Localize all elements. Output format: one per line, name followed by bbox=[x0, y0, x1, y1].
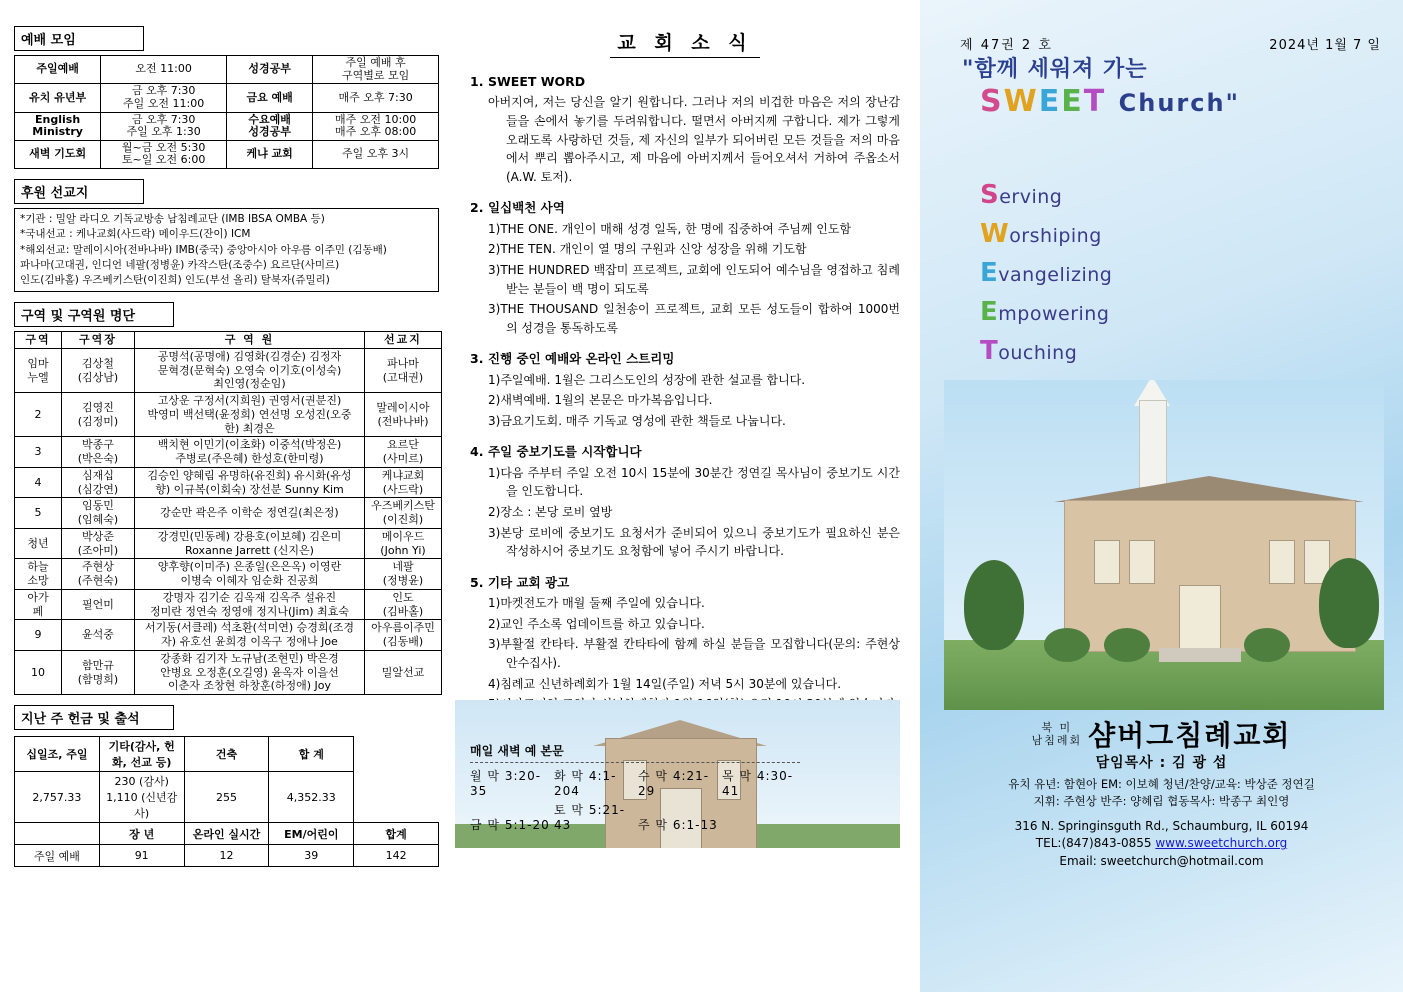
district-number: 10 bbox=[15, 650, 62, 694]
offering-value-row bbox=[15, 772, 439, 823]
worship-label-2: 금요 예배 bbox=[226, 84, 312, 112]
table-row bbox=[15, 650, 442, 694]
daily-reading-cell: 금 막 5:1-20 bbox=[470, 818, 550, 832]
worship-label: 새벽 기도회 bbox=[15, 140, 101, 168]
staff-line-2: 지휘: 주현상 반주: 양혜림 협동목사: 박종구 최인영 bbox=[1033, 794, 1290, 809]
worship-label-2: 성경공부 bbox=[226, 56, 312, 84]
daily-reading-row bbox=[470, 801, 820, 833]
news-item-body bbox=[470, 371, 900, 431]
daily-reading-box bbox=[470, 742, 820, 836]
denomination-line bbox=[1032, 721, 1083, 747]
district-mission-field: 메이우드 (John Yi) bbox=[365, 528, 442, 559]
missionary-support-box bbox=[14, 208, 439, 292]
denomination-line-2: 남침례회 bbox=[1031, 734, 1083, 747]
district-members: 서기동(서클레) 석초환(석미연) 승경희(조경 자) 유호선 윤희경 이옥구 정애나 Joe bbox=[135, 620, 365, 651]
news-item-paragraph: 1)다음 주부터 주일 오전 10시 15분에 30분간 정연길 목사님이 중보기도 시간을 인도합니다. bbox=[488, 465, 900, 499]
attendance-value-cell: 39 bbox=[269, 845, 354, 867]
news-item-paragraph: 3)금요기도회. 매주 기독교 영성에 관한 책들로 나눕니다. bbox=[488, 413, 786, 428]
district-number: 아가 페 bbox=[15, 589, 62, 620]
logo-letter-w: W bbox=[1003, 84, 1039, 119]
offering-value-cell: 230 (감사) 1,110 (신년감사) bbox=[99, 772, 184, 823]
attendance-header-cell: EM/어린이 bbox=[269, 823, 354, 845]
news-title: 교 회 소 식 bbox=[617, 32, 753, 54]
news-item-paragraph: 3)THE THOUSAND 일천송이 프로젝트, 교회 모든 성도들이 합하여 1000번의 성경을 통독하도록 bbox=[488, 302, 900, 335]
daily-divider bbox=[470, 762, 800, 763]
worship-label-2: 케냐 교회 bbox=[226, 140, 312, 168]
district-mission-field: 요르단 (사미르) bbox=[365, 437, 442, 468]
table-row bbox=[15, 589, 442, 620]
district-mission-field: 케냐교회 (사드락) bbox=[365, 467, 442, 498]
missionary-line: *해외선교: 말레이시아(전바나바) IMB(중국) 중앙아시아 아우름 이주민 (김동배) bbox=[20, 243, 387, 256]
district-members: 백치현 이민기(이초화) 이중석(박정은) 주병로(주은혜) 한성호(한미령) bbox=[135, 437, 365, 468]
table-row bbox=[15, 620, 442, 651]
sweet-acrostic-line bbox=[980, 336, 1112, 366]
news-item-paragraph: 2)장소 : 본당 로비 옆방 bbox=[488, 505, 613, 519]
church-email: Email: sweetchurch@hotmail.com bbox=[1059, 853, 1264, 868]
news-item-paragraph: 2)THE TEN. 개인이 열 명의 구원과 신앙 성장을 위해 기도함 bbox=[488, 242, 807, 257]
offering-value-cell: 255 bbox=[184, 772, 269, 823]
table-row bbox=[15, 559, 442, 590]
district-leader: 필언미 bbox=[62, 589, 135, 620]
church-photo-large bbox=[944, 380, 1384, 710]
district-number: 하늘 소망 bbox=[15, 559, 62, 590]
acrostic-word: ouching bbox=[998, 342, 1078, 364]
worship-time: 월~금 오전 5:30 토~일 오전 6:00 bbox=[101, 140, 227, 168]
logo-letter-e2: E bbox=[1061, 84, 1084, 119]
district-number: 3 bbox=[15, 437, 62, 468]
news-item-heading: 1. SWEET WORD bbox=[470, 74, 586, 89]
district-members: 김승인 양혜림 유명하(유진희) 유시화(유성 향) 이규복(이회숙) 장선분 Sunny Kim bbox=[135, 467, 365, 498]
worship-section-title: 예배 모임 bbox=[14, 26, 144, 51]
worship-schedule-row bbox=[15, 56, 439, 84]
district-number: 임마 누엘 bbox=[15, 348, 62, 392]
acrostic-word: mpowering bbox=[998, 303, 1110, 325]
church-address: 316 N. Springinsguth Rd., Schaumburg, IL 60194 bbox=[1014, 819, 1309, 833]
offering-header-cell: 십일조, 주일 bbox=[15, 737, 100, 772]
missionary-section-title: 후원 선교지 bbox=[14, 179, 144, 204]
missionary-line: 파나마(고대권, 인디언 네팔(정병윤) 카작스탄(조중수) 요르단(사미르) bbox=[20, 258, 340, 271]
district-members: 고상운 구정서(지희원) 권영서(권분진) 박영미 백선택(윤정희) 연선명 오성진(오중 한) 최경은 bbox=[135, 393, 365, 437]
attendance-value-row bbox=[15, 845, 439, 867]
church-name: 샴버그침례교회 bbox=[1088, 719, 1292, 752]
worship-schedule-table bbox=[14, 55, 439, 169]
daily-reading-cell: 주 막 6:1-13 bbox=[638, 818, 718, 832]
district-mission-field: 아우름이주민 (김동배) bbox=[365, 620, 442, 651]
title-rule bbox=[610, 57, 760, 58]
district-members: 양후향(이미주) 은종일(은은옥) 이영란 이병숙 이혜자 임순화 진공희 bbox=[135, 559, 365, 590]
offering-table bbox=[14, 736, 439, 867]
district-mission-field: 말레이시아 (전바나바) bbox=[365, 393, 442, 437]
district-members: 강종화 김기자 노규남(조현민) 박은경 안병요 오정훈(오길영) 윤옥자 이을선 이춘자 조창현 하창훈(하정애) Joy bbox=[135, 650, 365, 694]
district-header-cell: 구 역 원 bbox=[135, 332, 365, 349]
district-number: 9 bbox=[15, 620, 62, 651]
news-item-heading: 2. 일십백천 사역 bbox=[470, 200, 565, 216]
news-item-paragraph: 3)부활절 칸타타. 부활절 칸타타에 함께 하실 분들을 모집합니다(문의: 주현상 안수집사). bbox=[488, 637, 900, 670]
table-row bbox=[15, 348, 442, 392]
news-item-body bbox=[470, 220, 900, 338]
worship-time-2: 주일 오후 3시 bbox=[313, 140, 439, 168]
attendance-header-cell bbox=[15, 823, 100, 845]
offering-header-cell: 기타(감사, 헌화, 선교 등) bbox=[99, 737, 184, 772]
district-leader: 김상철 (김상남) bbox=[62, 348, 135, 392]
table-row bbox=[15, 528, 442, 559]
news-item-heading: 5. 기타 교회 광고 bbox=[470, 574, 570, 590]
news-item-body bbox=[470, 93, 900, 186]
worship-schedule-row bbox=[15, 112, 439, 140]
offering-header-cell: 합 계 bbox=[269, 737, 354, 772]
district-members: 강순만 곽은주 이학순 정연길(최은정) bbox=[135, 498, 365, 529]
daily-reading-title: 매일 새벽 예 본문 bbox=[470, 744, 564, 758]
acrostic-word: orshiping bbox=[1009, 225, 1102, 247]
left-column bbox=[14, 26, 439, 867]
news-item-paragraph: 1)THE ONE. 개인이 매해 성경 일독, 한 명에 집중하여 주님께 인도함 bbox=[488, 221, 852, 236]
news-item-paragraph: 1)마켓전도가 매월 둘째 주일에 있습니다. bbox=[488, 596, 705, 611]
district-number: 5 bbox=[15, 498, 62, 529]
sweet-acrostic-line bbox=[980, 180, 1112, 210]
news-item-paragraph: 아버지여, 저는 당신을 알기 원합니다. 그러나 저의 비겁한 마음은 저의 장난감들을 손에서 놓기를 두려워합니다. 떨면서 아버지께 구합니다. 제가 그렇게 오래도록 사랑하던 것들, 제 자신의 일부가 되어버린 모든 것들을 저의 마음에서 뿌리 뽑아주시고, 제 마음에 아버지께서 들어오셔서 거하여 주옵소서(A.W. 토저). bbox=[488, 95, 900, 184]
acrostic-word: erving bbox=[999, 186, 1063, 208]
missionary-line: *기관 : 밀알 라디오 기독교방송 남침례교단 (IMB IBSA OMBA 등) bbox=[20, 213, 325, 226]
missionary-line: 인도(김바홀) 우즈베키스탄(이진희) 인도(부선 올리) 탈북자(쥬밀리) bbox=[20, 274, 330, 286]
daily-reading-cell: 수 막 4:21-29 bbox=[638, 769, 710, 798]
news-item-body bbox=[470, 464, 900, 561]
worship-schedule-row bbox=[15, 84, 439, 112]
sweet-acrostic-list bbox=[980, 180, 1112, 375]
table-row bbox=[15, 393, 442, 437]
staff-block bbox=[920, 776, 1403, 811]
senior-pastor: 담임목사 : 김 광 섭 bbox=[1095, 755, 1228, 771]
attendance-header-row bbox=[15, 823, 439, 845]
daily-reading-row bbox=[470, 767, 820, 798]
district-member-table bbox=[14, 331, 442, 695]
district-mission-field: 인도 (김바홀) bbox=[365, 589, 442, 620]
attendance-value-cell: 12 bbox=[184, 845, 269, 867]
news-item-paragraph: 2)새벽예배. 1월의 본문은 마가복음입니다. bbox=[488, 393, 713, 408]
news-item-list bbox=[470, 72, 900, 734]
acrostic-capital: T bbox=[980, 336, 999, 366]
daily-reading-cell: 목 막 4:30-41 bbox=[722, 769, 794, 798]
church-slogan: "함께 세워져 가는 bbox=[962, 57, 1148, 82]
offering-value-cell: 2,757.33 bbox=[15, 772, 100, 823]
sweet-acrostic-line bbox=[980, 297, 1112, 327]
news-item bbox=[470, 349, 900, 430]
offering-value-cell: 4,352.33 bbox=[269, 772, 354, 823]
news-item-paragraph: 1)주일예배. 1월은 그리스도인의 성장에 관한 설교를 합니다. bbox=[488, 372, 806, 387]
district-members: 강명자 김기순 김옥재 김옥주 설유진 정미란 정연숙 정영애 정지나(Jim) 최효숙 bbox=[135, 589, 365, 620]
attendance-value-cell: 142 bbox=[354, 845, 439, 867]
district-mission-field: 밀알선교 bbox=[365, 650, 442, 694]
acrostic-capital: E bbox=[980, 297, 999, 327]
offering-header-row bbox=[15, 737, 439, 772]
daily-reading-cell: 월 막 3:20-35 bbox=[470, 769, 542, 798]
daily-reading-cell: 토 막 5:21-43 bbox=[554, 803, 626, 832]
acrostic-capital: S bbox=[980, 180, 1000, 210]
news-item-paragraph: 3)THE HUNDRED 백잡미 프로젝트, 교회에 인도되어 예수님을 영접하고 침례 받는 분들이 백 명이 되도록 bbox=[488, 262, 900, 296]
district-leader: 주현상 (주현숙) bbox=[62, 559, 135, 590]
church-website-link[interactable]: www.sweetchurch.org bbox=[1155, 836, 1288, 851]
issue-date: 2024년 1월 7 일 bbox=[1269, 38, 1381, 53]
district-header-cell: 선교지 bbox=[365, 332, 442, 349]
staff-line-1: 유치 유년: 함현아 EM: 이보혜 청년/찬양/교육: 박상준 정연길 bbox=[1008, 777, 1315, 791]
district-number: 2 bbox=[15, 393, 62, 437]
district-mission-field: 우즈베키스탄 (이진희) bbox=[365, 498, 442, 529]
attendance-header-cell: 장 년 bbox=[99, 823, 184, 845]
news-item-paragraph: 2)교인 주소록 업데이트를 하고 있습니다. bbox=[488, 616, 705, 631]
news-item bbox=[470, 198, 900, 337]
district-header-row bbox=[15, 332, 442, 349]
church-phone: TEL:(847)843-0855 bbox=[1035, 836, 1152, 851]
daily-reading-cell: 화 막 4:1-204 bbox=[554, 769, 617, 798]
table-row bbox=[15, 498, 442, 529]
table-row bbox=[15, 467, 442, 498]
attendance-value-cell: 주일 예배 bbox=[15, 845, 100, 867]
district-members: 강경민(민동례) 강용호(이보혜) 김은미 Roxanne Jarrett (신지은) bbox=[135, 528, 365, 559]
logo-suffix: Church" bbox=[1118, 89, 1241, 117]
table-row bbox=[15, 437, 442, 468]
district-mission-field: 파나마 (고대권) bbox=[365, 348, 442, 392]
logo-letter-e1: E bbox=[1038, 84, 1062, 119]
district-header-cell: 구역장 bbox=[62, 332, 135, 349]
volume-number: 제 47권 2 호 bbox=[960, 38, 1053, 53]
district-leader: 임동민 (임혜숙) bbox=[62, 498, 135, 529]
attendance-header-cell: 온라인 실시간 bbox=[184, 823, 269, 845]
district-leader: 김영진 (김정미) bbox=[62, 393, 135, 437]
offering-section-title: 지난 주 헌금 및 출석 bbox=[14, 705, 174, 730]
news-column bbox=[470, 22, 900, 746]
district-members: 공명석(공명애) 김영화(김경순) 김정자 문혁경(문혁숙) 오영숙 이기호(이성숙) 최인영(정순임) bbox=[135, 348, 365, 392]
cover-column bbox=[920, 0, 1403, 992]
news-item-paragraph: 4)침례교 신년하례회가 1월 14일(주일) 저녁 5시 30분에 있습니다. bbox=[488, 676, 842, 691]
offering-header-cell: 건축 bbox=[184, 737, 269, 772]
church-name-block bbox=[920, 714, 1403, 754]
district-leader: 윤석중 bbox=[62, 620, 135, 651]
acrostic-capital: E bbox=[980, 258, 999, 288]
district-leader: 심재십 (심강연) bbox=[62, 467, 135, 498]
contact-block bbox=[920, 818, 1403, 870]
denomination-line-1: 북 미 bbox=[1041, 720, 1073, 734]
worship-time: 금 오후 7:30 주일 오전 11:00 bbox=[101, 84, 227, 112]
worship-label: 주일예배 bbox=[15, 56, 101, 84]
worship-time-2: 주일 예배 후 구역별로 모임 bbox=[313, 56, 439, 84]
worship-time: 오전 11:00 bbox=[101, 56, 227, 84]
logo-letter-s: S bbox=[980, 84, 1004, 119]
worship-time-2: 매주 오후 7:30 bbox=[313, 84, 439, 112]
acrostic-word: vangelizing bbox=[998, 264, 1113, 286]
sweet-acrostic-line bbox=[980, 219, 1112, 249]
news-item-paragraph: 3)본당 로비에 중보기도 요청서가 준비되어 있으니 중보기도가 필요하신 분은 작성하시어 중보기도 요청함에 넣어 주시기 바랍니다. bbox=[488, 525, 900, 559]
worship-label-2: 수요예배 성경공부 bbox=[226, 112, 312, 140]
sweet-acrostic-line bbox=[980, 258, 1112, 288]
acrostic-capital: W bbox=[980, 219, 1010, 249]
district-number: 청년 bbox=[15, 528, 62, 559]
worship-label: English Ministry bbox=[15, 112, 101, 140]
district-section-title: 구역 및 구역원 명단 bbox=[14, 302, 174, 327]
district-leader: 함만규 (함명희) bbox=[62, 650, 135, 694]
attendance-header-cell: 합계 bbox=[354, 823, 439, 845]
district-mission-field: 네팔 (정병윤) bbox=[365, 559, 442, 590]
news-item bbox=[470, 72, 900, 186]
district-leader: 박종구 (박은숙) bbox=[62, 437, 135, 468]
news-item bbox=[470, 442, 900, 560]
worship-time-2: 매주 오전 10:00 매주 오후 08:00 bbox=[313, 112, 439, 140]
worship-label: 유치 유년부 bbox=[15, 84, 101, 112]
news-item-heading: 4. 주일 중보기도를 시작합니다 bbox=[470, 444, 642, 460]
district-leader: 박상준 (조아미) bbox=[62, 528, 135, 559]
logo-letter-t: T bbox=[1083, 84, 1107, 119]
district-number: 4 bbox=[15, 467, 62, 498]
attendance-value-cell: 91 bbox=[99, 845, 184, 867]
worship-schedule-row bbox=[15, 140, 439, 168]
district-header-cell: 구역 bbox=[15, 332, 62, 349]
sweet-church-logo bbox=[980, 84, 1240, 119]
worship-time: 금 오후 7:30 주일 오후 1:30 bbox=[101, 112, 227, 140]
missionary-line: *국내선교 : 케나교회(사드락) 메이우드(잔이) ICM bbox=[20, 228, 251, 241]
news-item-heading: 3. 진행 중인 예배와 온라인 스트리밍 bbox=[470, 351, 675, 367]
